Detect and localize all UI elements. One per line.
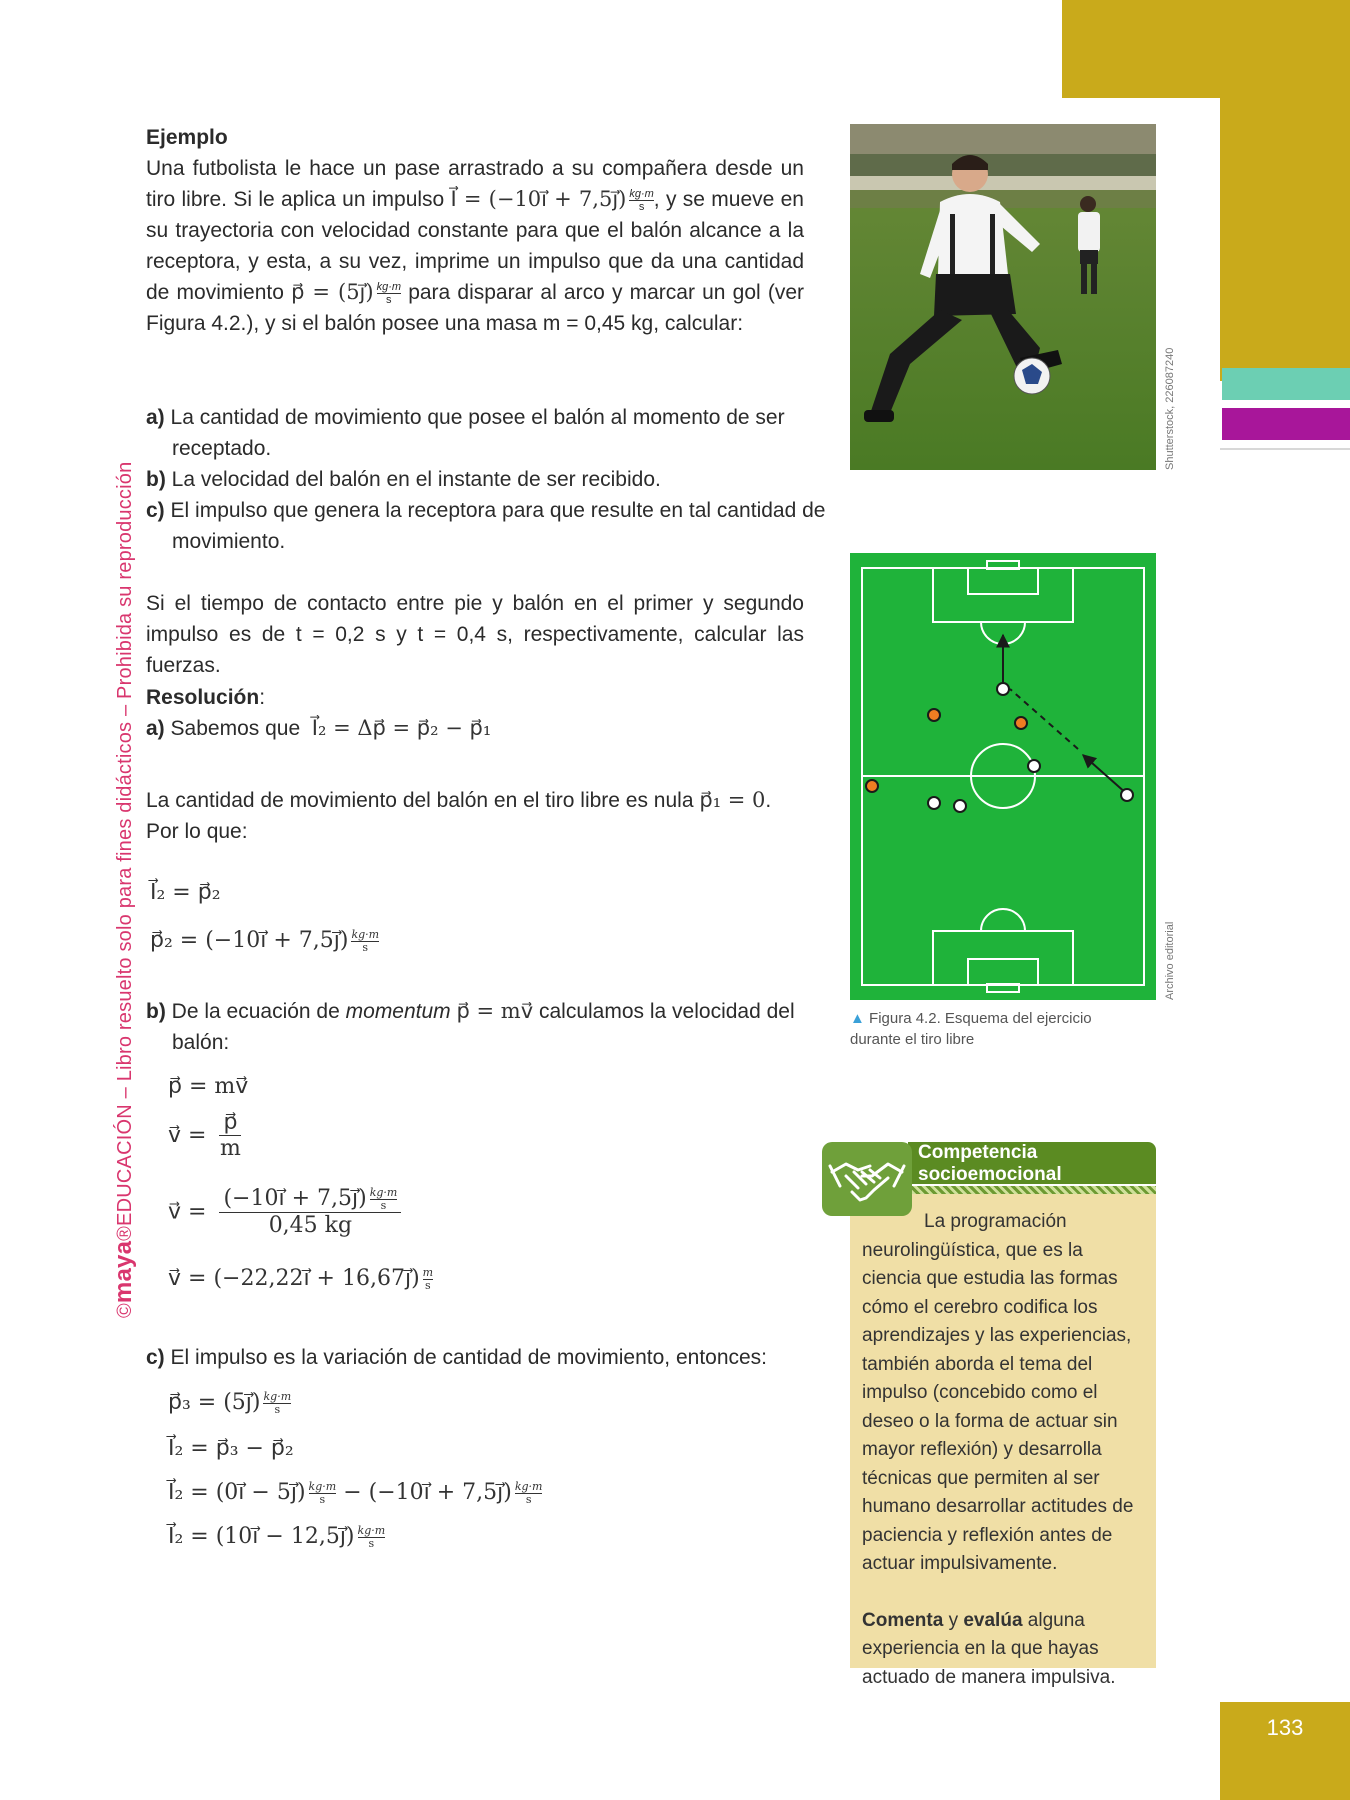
caption-triangle-icon: ▲	[850, 1010, 865, 1027]
player-orange	[1015, 717, 1027, 729]
brand-logo: maya	[110, 1240, 137, 1304]
question-b: b) La velocidad del balón en el instante de ser recibido.	[146, 468, 661, 491]
equation-c4: I⃗₂ = (10i⃗ − 12,5j⃗) $\frac{kg\cdot m}{s}$	[168, 1523, 386, 1550]
resolution-heading: Resolución:	[146, 686, 266, 709]
resolution-c: c) El impulso es la variación de cantidad de movimiento, entonces:	[146, 1346, 768, 1369]
decorative-teal-bar	[1222, 368, 1350, 400]
competencia-body: La programación neurolingüística, que es la ciencia que estudia las formas cómo el cerebro codifica los aprendizajes y las experiencias, también aborda el tema del impulso (concebido como el deseo o la forma de actuar sin mayor reflexión) y desarrolla técnicas que permiten al ser humano desarrollar actitudes de paciencia y reflexión antes de actuar impulsivamente.	[862, 1211, 1134, 1574]
competencia-text	[862, 1208, 1146, 1692]
equation-c1: p⃗₃ = (5j⃗) $\frac{kg\cdot m}{s}$	[168, 1389, 292, 1416]
equation-b3: v⃗ = (−10i⃗ + 7,5j⃗) $\frac{kg\cdot m}{s}$ 0,45 kg	[168, 1186, 401, 1238]
free-kick-paragraph: La cantidad de movimiento del balón en el tiro libre es nula p⃗₁ = 0.	[146, 788, 772, 812]
resolution-b: b) De la ecuación de momentum p⃗ = mv⃗ calculamos la velocidad del balón:	[146, 999, 795, 1054]
decorative-gold-strip	[1220, 96, 1350, 381]
soccer-player-photo	[850, 124, 1156, 470]
handshake-icon	[822, 1142, 912, 1216]
competencia-title: Competencia socioemocional	[918, 1142, 1062, 1185]
decorative-gold-block	[1062, 0, 1350, 98]
decorative-divider	[1220, 448, 1350, 450]
equation-a1: I⃗₂ = p⃗₂	[150, 880, 221, 905]
unit-kgm-per-s: $\frac{kg\cdot m}{s}$	[629, 187, 654, 213]
equation-b1: p⃗ = mv⃗	[168, 1074, 249, 1099]
player-white	[1028, 760, 1040, 772]
resolution-a: a) Sabemos que I⃗₂ = Δp⃗ = p⃗₂ − p⃗₁	[146, 716, 492, 740]
figure-credit: Archivo editorial	[1164, 921, 1176, 1000]
page-number: 133	[1220, 1702, 1350, 1800]
player-white	[928, 797, 940, 809]
figure-caption: ▲ Figura 4.2. Esquema del ejercicio durante el tiro libre	[850, 1010, 1092, 1048]
equation-b2: v⃗ = $\frac{p⃗}{m}$	[168, 1110, 241, 1161]
copyright-watermark: ©maya®EDUCACIÓN – Libro resuelto solo para fines didácticos – Prohibida su reproducción	[110, 461, 137, 1318]
equation-b4: v⃗ = (−22,22i⃗ + 16,67j⃗) $\frac{m}{s}$	[168, 1265, 434, 1292]
question-c: c) El impulso que genera la receptora para que resulte en tal cantidad de movimiento.	[146, 499, 826, 553]
competencia-header-hatch	[908, 1186, 1156, 1194]
player-orange	[866, 780, 878, 792]
time-paragraph: Si el tiempo de contacto entre pie y balón en el primer y segundo impulso es de t = 0,2 s y t = 0,4 s, respectivamente, calcular las fuerzas.	[146, 592, 804, 677]
equation-c3: I⃗₂ = (0i⃗ − 5j⃗) $\frac{kg\cdot m}{s}$ − (−10i⃗ + 7,5j⃗) $\frac{kg\cdot m}{s}$	[168, 1479, 543, 1506]
question-a: a) La cantidad de movimiento que posee el balón al momento de ser receptado.	[146, 406, 785, 460]
soccer-field-diagram	[850, 553, 1156, 1000]
player-orange	[928, 709, 940, 721]
equation-a2: p⃗₂ = (−10i⃗ + 7,5j⃗) $\frac{kg\cdot m}{s}$	[150, 927, 380, 954]
photo-credit: Shutterstock, 226087240	[1164, 347, 1176, 470]
decorative-magenta-bar	[1222, 408, 1350, 440]
equation-c2: I⃗₂ = p⃗₃ − p⃗₂	[168, 1436, 294, 1461]
por-lo-que: Por lo que:	[146, 820, 248, 843]
player-white-kicker	[1121, 789, 1133, 801]
player-white	[954, 800, 966, 812]
player-white-receiver	[997, 683, 1009, 695]
competencia-cta: Comenta y evalúa alguna experiencia en la que hayas actuado de manera impulsiva.	[862, 1609, 1116, 1688]
soccer-ball-icon	[1014, 358, 1050, 394]
example-intro: Una futbolista le hace un pase arrastrado a su compañera desde un tiro libre. Si le aplica un impulso I⃗ = (−10i⃗ + 7,5j⃗) $\frac{kg\cdot m}{s}$ , y se mueve en su trayectoria con velocidad constante para que el balón alcance a la receptora, y esta, a su vez, imprime un impulso que da una cantidad de movimiento p⃗ = (5j⃗) $\frac{kg\cdot m}{s}$ para disparar al arco y marcar un gol (ver Figura 4.2.), y si el balón posee una masa m = 0,45 kg, calcular:	[146, 157, 804, 335]
example-heading: Ejemplo	[146, 126, 228, 149]
